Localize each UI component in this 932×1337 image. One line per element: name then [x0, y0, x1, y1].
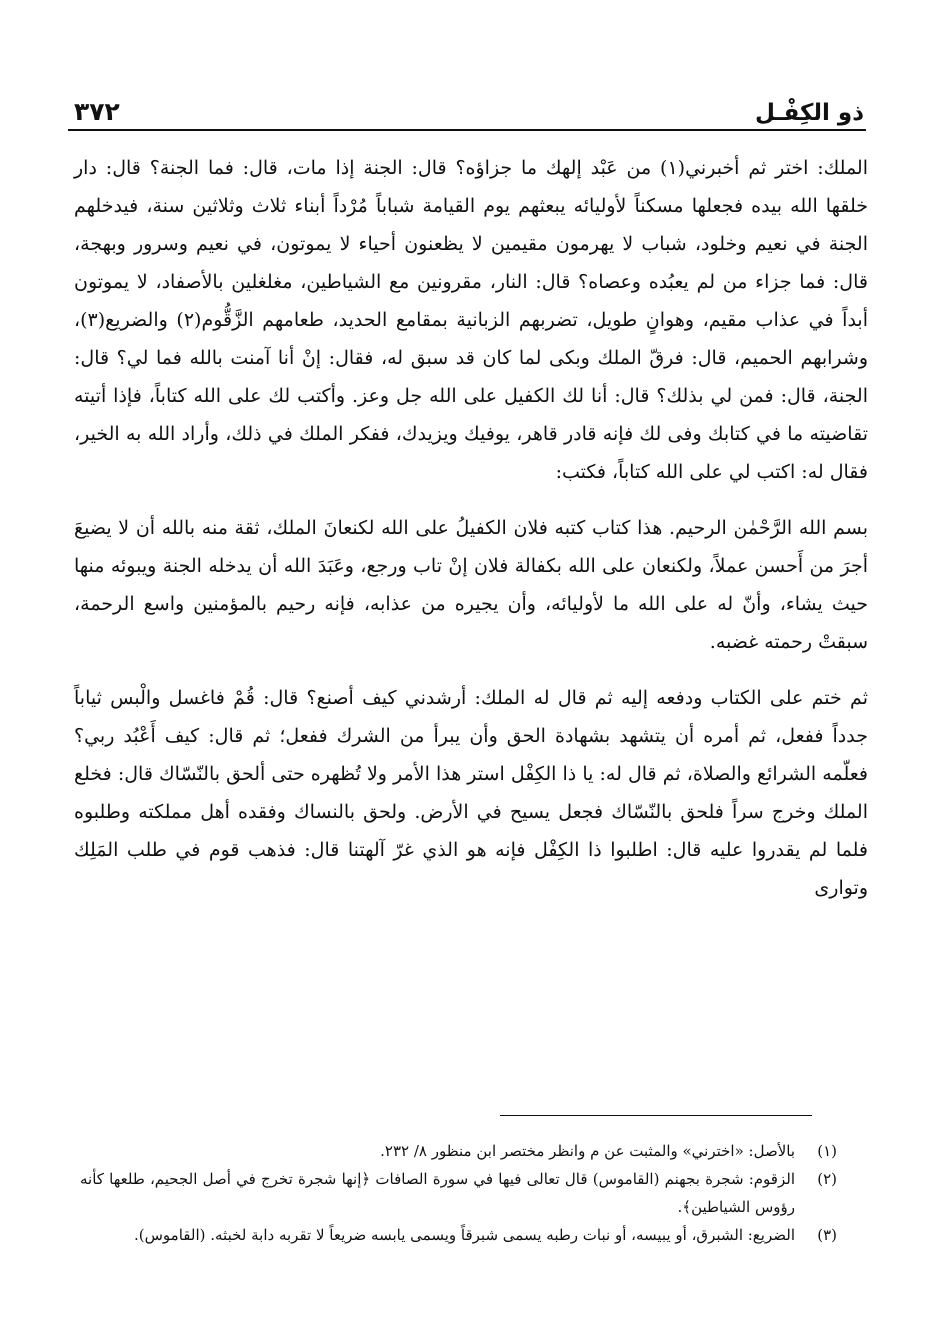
footnote-number: (١) [817, 1142, 837, 1160]
footnote-text: بالأصل: «اخترني» والمثبت عن م وانظر مختصر ابن منظور ٨/ ٢٣٢. [380, 1142, 795, 1160]
footnote-text: الضريع: الشبرق، أو يبيسه، أو نبات رطبه يسمى شبرقاً ويسمى يابسه ضريعاً لا تقربه دابة لخبثه. (القاموس). [134, 1226, 795, 1244]
footnote-divider [500, 1115, 812, 1116]
paragraph-spacer [74, 491, 868, 509]
running-title: ذو الكِفْـل [755, 100, 864, 126]
footnote-number: (٢) [817, 1170, 837, 1188]
footnote [80, 1165, 837, 1221]
paragraph: الملك: اختر ثم أخبرني(١) من عَبْد إلهك ما جزاؤه؟ قال: الجنة إذا مات، قال: فما الجنة؟ قال: دار خلقها الله بيده فجعلها مسكناً لأوليائه يبعثهم يوم القيامة شباباً مُرْداً أبناء ثلاث وثلاثين سنة، فيدخلهم الجنة في نعيم وخلود، شباب لا يهرمون مقيمين لا يظعنون أحياء لا يموتون، في نعيم وسرور وبهجة، قال: فما جزاء من لم يعبُده وعصاه؟ قال: النار، مقرونين مع الشياطين، مغلغلين بالأصفاد، لا يموتون أبداً في عذاب مقيم، وهوانٍ طويل، تضربهم الزبانية بمقامع الحديد، طعامهم الزَّقُّوم(٢) والضريع(٣)، وشرابهم الحميم، قال: فرقّ الملك وبكى لما كان قد سبق له، فقال: إنْ أنا آمنت بالله فما لي؟ قال: الجنة، قال: فمن لي بذلك؟ قال: أنا لك الكفيل على الله جل وعز. وأكتب لك على الله كتاباً، فإذا أتيته تقاضيته ما في كتابك وفى لك فإنه قادر قاهر، يوفيك ويزيدك، ففكر الملك في ذلك، وأراد الله به الخير، فقال له: اكتب لي على الله كتاباً، فكتب: [74, 157, 868, 483]
footnote-number: (٣) [817, 1226, 837, 1244]
footnote [80, 1221, 837, 1249]
header-divider [68, 129, 866, 131]
footnote [80, 1137, 837, 1165]
paragraph: ثم ختم على الكتاب ودفعه إليه ثم قال له الملك: أرشدني كيف أصنع؟ قال: قُمْ فاغسل والْبس ثياباً جدداً ففعل، ثم أمره أن يتشهد بشهادة الحق وأن يبرأ من الشرك ففعل؛ ثم قال: كيف أَعْبُد ربي؟ فعلّمه الشرائع والصلاة، ثم قال له: يا ذا الكِفْل استر هذا الأمر ولا تُظهره حتى ألحق بالنّسّاك قال: فخلع الملك وخرج سراً فلحق بالنّسّاك فجعل يسيح في الأرض. ولحق بالنساك وفقده أهل مملكته وطلبوه فلما لم يقدروا عليه قال: اطلبوا ذا الكِفْل فإنه هو الذي غرّ آلهتنا قال: فذهب قوم في طلب المَلِك وتوارى [74, 687, 868, 899]
page-number: ٣٧٢ [74, 97, 120, 126]
paragraph-spacer [74, 661, 868, 679]
page-header [74, 86, 864, 126]
footnotes [80, 1137, 837, 1249]
main-text [74, 149, 868, 907]
paragraph: بسم الله الرَّحْمٰن الرحيم. هذا كتاب كتبه فلان الكفيلُ على الله لكنعانَ الملك، ثقة منه بالله أن لا يضيعَ أجرَ من أَحسن عملاً، ولكنعان على الله بكفالة فلان إنْ تاب ورجع، وعَبَدَ الله أن يدخله الجنة ويبوئه منها حيث يشاء، وأنّ له على الله ما لأوليائه، وأن يجيره من عذابه، فإنه رحيم بالمؤمنين واسع الرحمة، سبقتْ رحمته غضبه. [74, 517, 868, 653]
footnote-text: الزقوم: شجرة بجهنم (القاموس) قال تعالى فيها في سورة الصافات ﴿إنها شجرة تخرج في أصل الجحيم، طلعها كأنه رؤوس الشياطين﴾. [80, 1170, 795, 1216]
